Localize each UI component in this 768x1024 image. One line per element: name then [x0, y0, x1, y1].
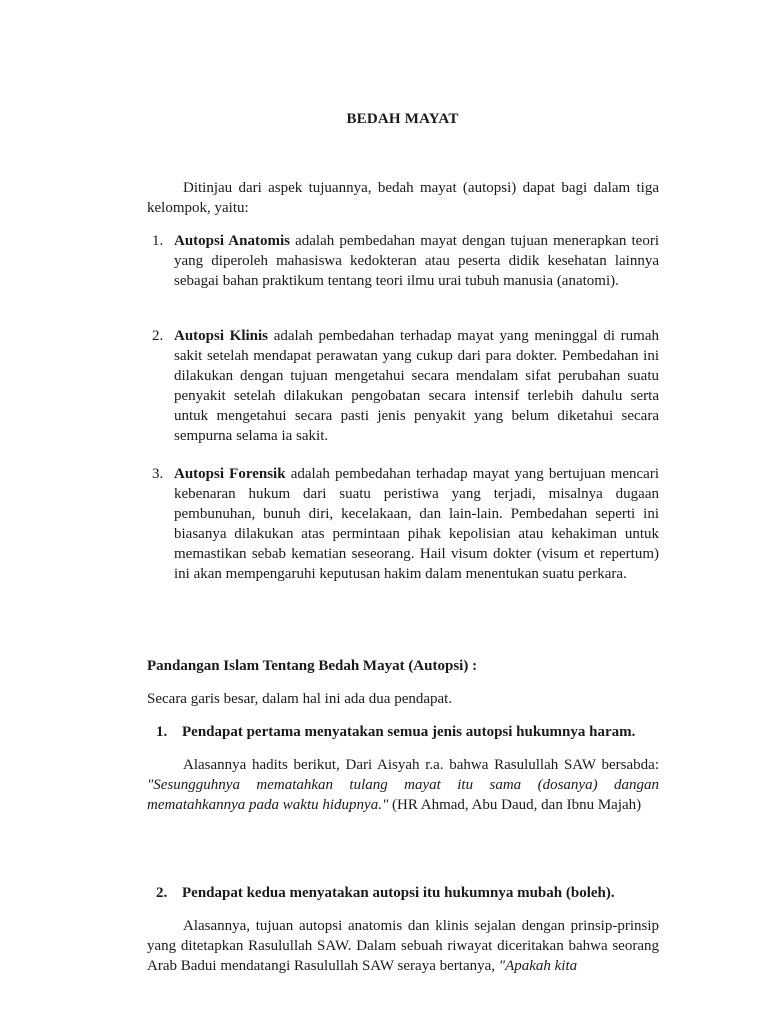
list-item-autopsi-forensik [152, 464, 659, 584]
hadith-source: (HR Ahmad, Abu Daud, dan Ibnu Majah) [388, 797, 642, 813]
opinion-body-2 [147, 916, 659, 976]
list-number: 2. [152, 328, 164, 344]
section-intro: Secara garis besar, dalam hal ini ada dua pendapat. [147, 691, 453, 707]
hadith-quote: "Sesungguhnya mematahkan tulang mayat itu sama (dosanya) dangan mematahkannya pada waktu hidupnya." [147, 777, 659, 813]
list-term: Autopsi Anatomis [174, 233, 290, 249]
list-item-autopsi-klinis [152, 326, 659, 446]
opinion-body-text: Alasannya, tujuan autopsi anatomis dan klinis sejalan dengan prinsip-prinsip yang ditetapkan Rasulullah SAW. Dalam sebuah riwayat diceritakan bahwa seorang Arab Badui mendatangi Rasulullah SAW seraya bertanya, [147, 918, 659, 974]
opinion-body-text: Alasannya hadits berikut, Dari Aisyah r.a. bahwa Rasulullah SAW bersabda: [183, 757, 659, 773]
intro-paragraph: Ditinjau dari aspek tujuannya, bedah mayat (autopsi) dapat bagi dalam tiga kelompok, yaitu: [147, 180, 659, 216]
opinion-heading-1 [156, 722, 659, 742]
section-heading: Pandangan Islam Tentang Bedah Mayat (Autopsi) : [147, 658, 478, 674]
opinion-heading-2 [156, 883, 659, 903]
opinion-heading-text: Pendapat kedua menyatakan autopsi itu hukumnya mubah (boleh). [182, 885, 615, 901]
list-number: 3. [152, 466, 164, 482]
list-item-autopsi-anatomis [152, 231, 659, 291]
opinion-number: 1. [156, 724, 168, 740]
list-text: adalah pembedahan terhadap mayat yang meninggal di rumah sakit setelah mendapat perawatan yang cukup dari para dokter. Pembedahan ini dilakukan dengan tujuan mengetahui secara mendalam sifat perubahan suatu penyakit setelah dilakukan pengobatan secara intensif terlebih dahulu serta untuk mengetahui secara pasti jenis penyakit yang belum diketahui secara sempurna selama ia sakit. [174, 328, 659, 444]
list-text: adalah pembedahan mayat dengan tujuan menerapkan teori yang diperoleh mahasiswa kedokteran atau peserta didik kesehatan lainnya sebagai bahan praktikum tentang teori ilmu urai tubuh manusia (anatomi). [174, 233, 659, 289]
list-term: Autopsi Klinis [174, 328, 269, 344]
list-text: adalah pembedahan terhadap mayat yang bertujuan mencari kebenaran hukum dari suatu peristiwa yang terjadi, misalnya dugaan pembunuhan, bunuh diri, kecelakaan, dan lain-lain. Pembedahan seperti ini biasanya dilakukan atas permintaan pihak kepolisian atau kehakiman untuk memastikan sebab kematian seseorang. Hail visum dokter (visum et repertum) ini akan mempengaruhi keputusan hakim dalam menentukan suatu perkara. [174, 466, 659, 582]
opinion-number: 2. [156, 885, 168, 901]
document-title: BEDAH MAYAT [346, 111, 459, 127]
opinion-body-1 [147, 755, 659, 815]
opinion-heading-text: Pendapat pertama menyatakan semua jenis autopsi hukumnya haram. [182, 724, 636, 740]
quote-start: "Apakah kita [498, 958, 578, 974]
list-term: Autopsi Forensik [174, 466, 286, 482]
list-number: 1. [152, 233, 164, 249]
